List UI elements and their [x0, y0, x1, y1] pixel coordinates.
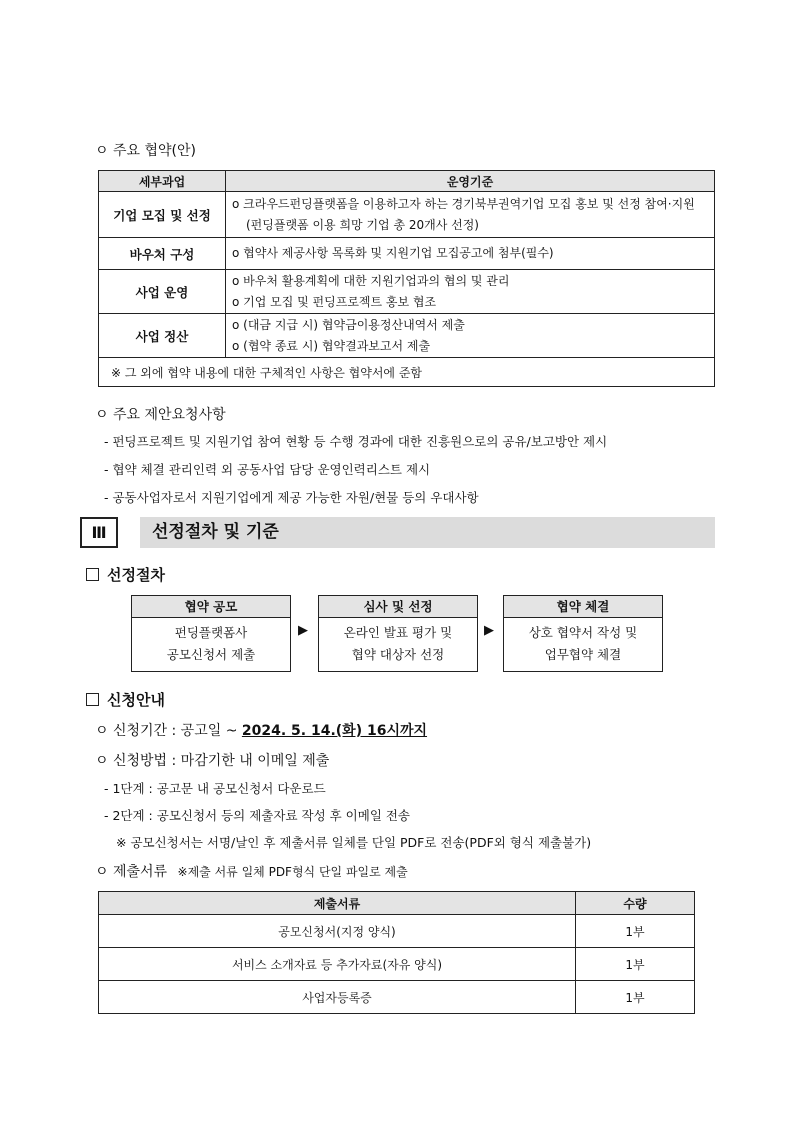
table-row [99, 192, 715, 238]
agreement-table [98, 170, 715, 387]
checkbox-square-icon [86, 693, 99, 706]
qty-cell: 1부 [576, 948, 695, 981]
col-task-header: 세부과업 [99, 171, 226, 192]
task-cell: 사업 정산 [99, 314, 226, 358]
application-method: ㅇ 신청방법 : 마감기한 내 이메일 제출 [95, 753, 330, 769]
step-body [319, 618, 477, 671]
criteria-line: o (협약 종료 시) 협약결과보고서 제출 [232, 338, 431, 353]
application-step: - 2단계 : 공모신청서 등의 제출자료 작성 후 이메일 전송 [104, 808, 411, 823]
step-title: 협약 체결 [504, 596, 662, 618]
step-line: 협약 대상자 선정 [351, 647, 445, 662]
table-row [99, 915, 695, 948]
period-deadline: 2024. 5. 14.(화) 16시까지 [241, 723, 428, 739]
step-body [132, 618, 290, 671]
table-row [99, 270, 715, 314]
step-title: 심사 및 선정 [319, 596, 477, 618]
step-line: 상호 협약서 작성 및 [528, 625, 638, 640]
step-line: 펀딩플랫폼사 [174, 625, 248, 640]
step-title: 협약 공모 [132, 596, 290, 618]
qty-cell: 1부 [576, 915, 695, 948]
doc-cell: 서비스 소개자료 등 추가자료(자유 양식) [99, 948, 576, 981]
section-title: 선정절차 및 기준 [152, 522, 279, 542]
table-row [99, 238, 715, 270]
task-cell: 바우처 구성 [99, 238, 226, 270]
col-qty-header: 수량 [576, 892, 695, 915]
period-label: ㅇ 신청기간 : 공고일 ~ [95, 723, 242, 739]
procedure-step [503, 595, 663, 672]
criteria-line: o 바우처 활용계획에 대한 지원기업과의 협의 및 관리 [232, 273, 510, 288]
criteria-line: o 크라우드펀딩플랫폼을 이용하고자 하는 경기북부권역기업 모집 홍보 및 선정 참여·지원 [232, 196, 695, 211]
application-heading [86, 689, 165, 710]
criteria-line: o 기업 모집 및 펀딩프로젝트 홍보 협조 [232, 294, 437, 309]
criteria-line: (펀딩플랫폼 이용 희망 기업 총 20개사 선정) [246, 217, 479, 232]
docs-label: ㅇ 제출서류 [95, 864, 168, 880]
procedure-heading-text: 선정절차 [107, 566, 165, 584]
docs-note: ※제출 서류 일체 PDF형식 단일 파일로 제출 [177, 865, 408, 879]
qty-cell: 1부 [576, 981, 695, 1014]
application-step: - 1단계 : 공고문 내 공모신청서 다운로드 [104, 781, 326, 796]
proposal-item: - 펀딩프로젝트 및 지원기업 참여 현황 등 수행 경과에 대한 진흥원으로의 공유/보고방안 제시 [104, 434, 608, 449]
col-criteria-header: 운영기준 [226, 171, 715, 192]
table-row [99, 981, 695, 1014]
table-row [99, 314, 715, 358]
doc-cell: 사업자등록증 [99, 981, 576, 1014]
procedure-step [318, 595, 478, 672]
proposal-item: - 협약 체결 관리인력 외 공동사업 담당 운영인력리스트 제시 [104, 462, 431, 477]
col-doc-header: 제출서류 [99, 892, 576, 915]
proposal-item: - 공동사업자로서 지원기업에게 제공 가능한 자원/현물 등의 우대사항 [104, 490, 479, 505]
procedure-heading [86, 564, 165, 585]
section-title-bar [140, 517, 715, 548]
application-period [95, 720, 427, 740]
task-cell: 기업 모집 및 선정 [99, 192, 226, 238]
proposal-heading: ㅇ 주요 제안요청사항 [95, 407, 226, 423]
step-body [504, 618, 662, 671]
criteria-cell [226, 314, 715, 358]
criteria-line: o (대금 지급 시) 협약금이용정산내역서 제출 [232, 317, 465, 332]
criteria-cell [226, 192, 715, 238]
docs-line [95, 861, 408, 881]
procedure-step [131, 595, 291, 672]
docs-table [98, 891, 695, 1014]
arrow-right-icon: ▶ [298, 623, 308, 638]
agreement-note: ※ 그 외에 협약 내용에 대한 구체적인 사항은 협약서에 준함 [99, 358, 715, 387]
criteria-line: o 협약사 제공사항 목록화 및 지원기업 모집공고에 첨부(필수) [232, 246, 554, 260]
step-line: 공모신청서 제출 [166, 647, 256, 662]
doc-cell: 공모신청서(지정 양식) [99, 915, 576, 948]
criteria-cell [226, 270, 715, 314]
section-number: Ⅲ [80, 517, 118, 548]
checkbox-square-icon [86, 568, 99, 581]
application-step-note: ※ 공모신청서는 서명/날인 후 제출서류 일체를 단일 PDF로 전송(PDF외 형식 제출불가) [116, 835, 592, 850]
arrow-right-icon: ▶ [484, 623, 494, 638]
agreement-heading: ㅇ 주요 협약(안) [95, 143, 196, 159]
criteria-cell [226, 238, 715, 270]
step-line: 온라인 발표 평가 및 [343, 625, 453, 640]
table-row [99, 948, 695, 981]
step-line: 업무협약 체결 [544, 647, 622, 662]
task-cell: 사업 운영 [99, 270, 226, 314]
application-heading-text: 신청안내 [107, 691, 165, 709]
